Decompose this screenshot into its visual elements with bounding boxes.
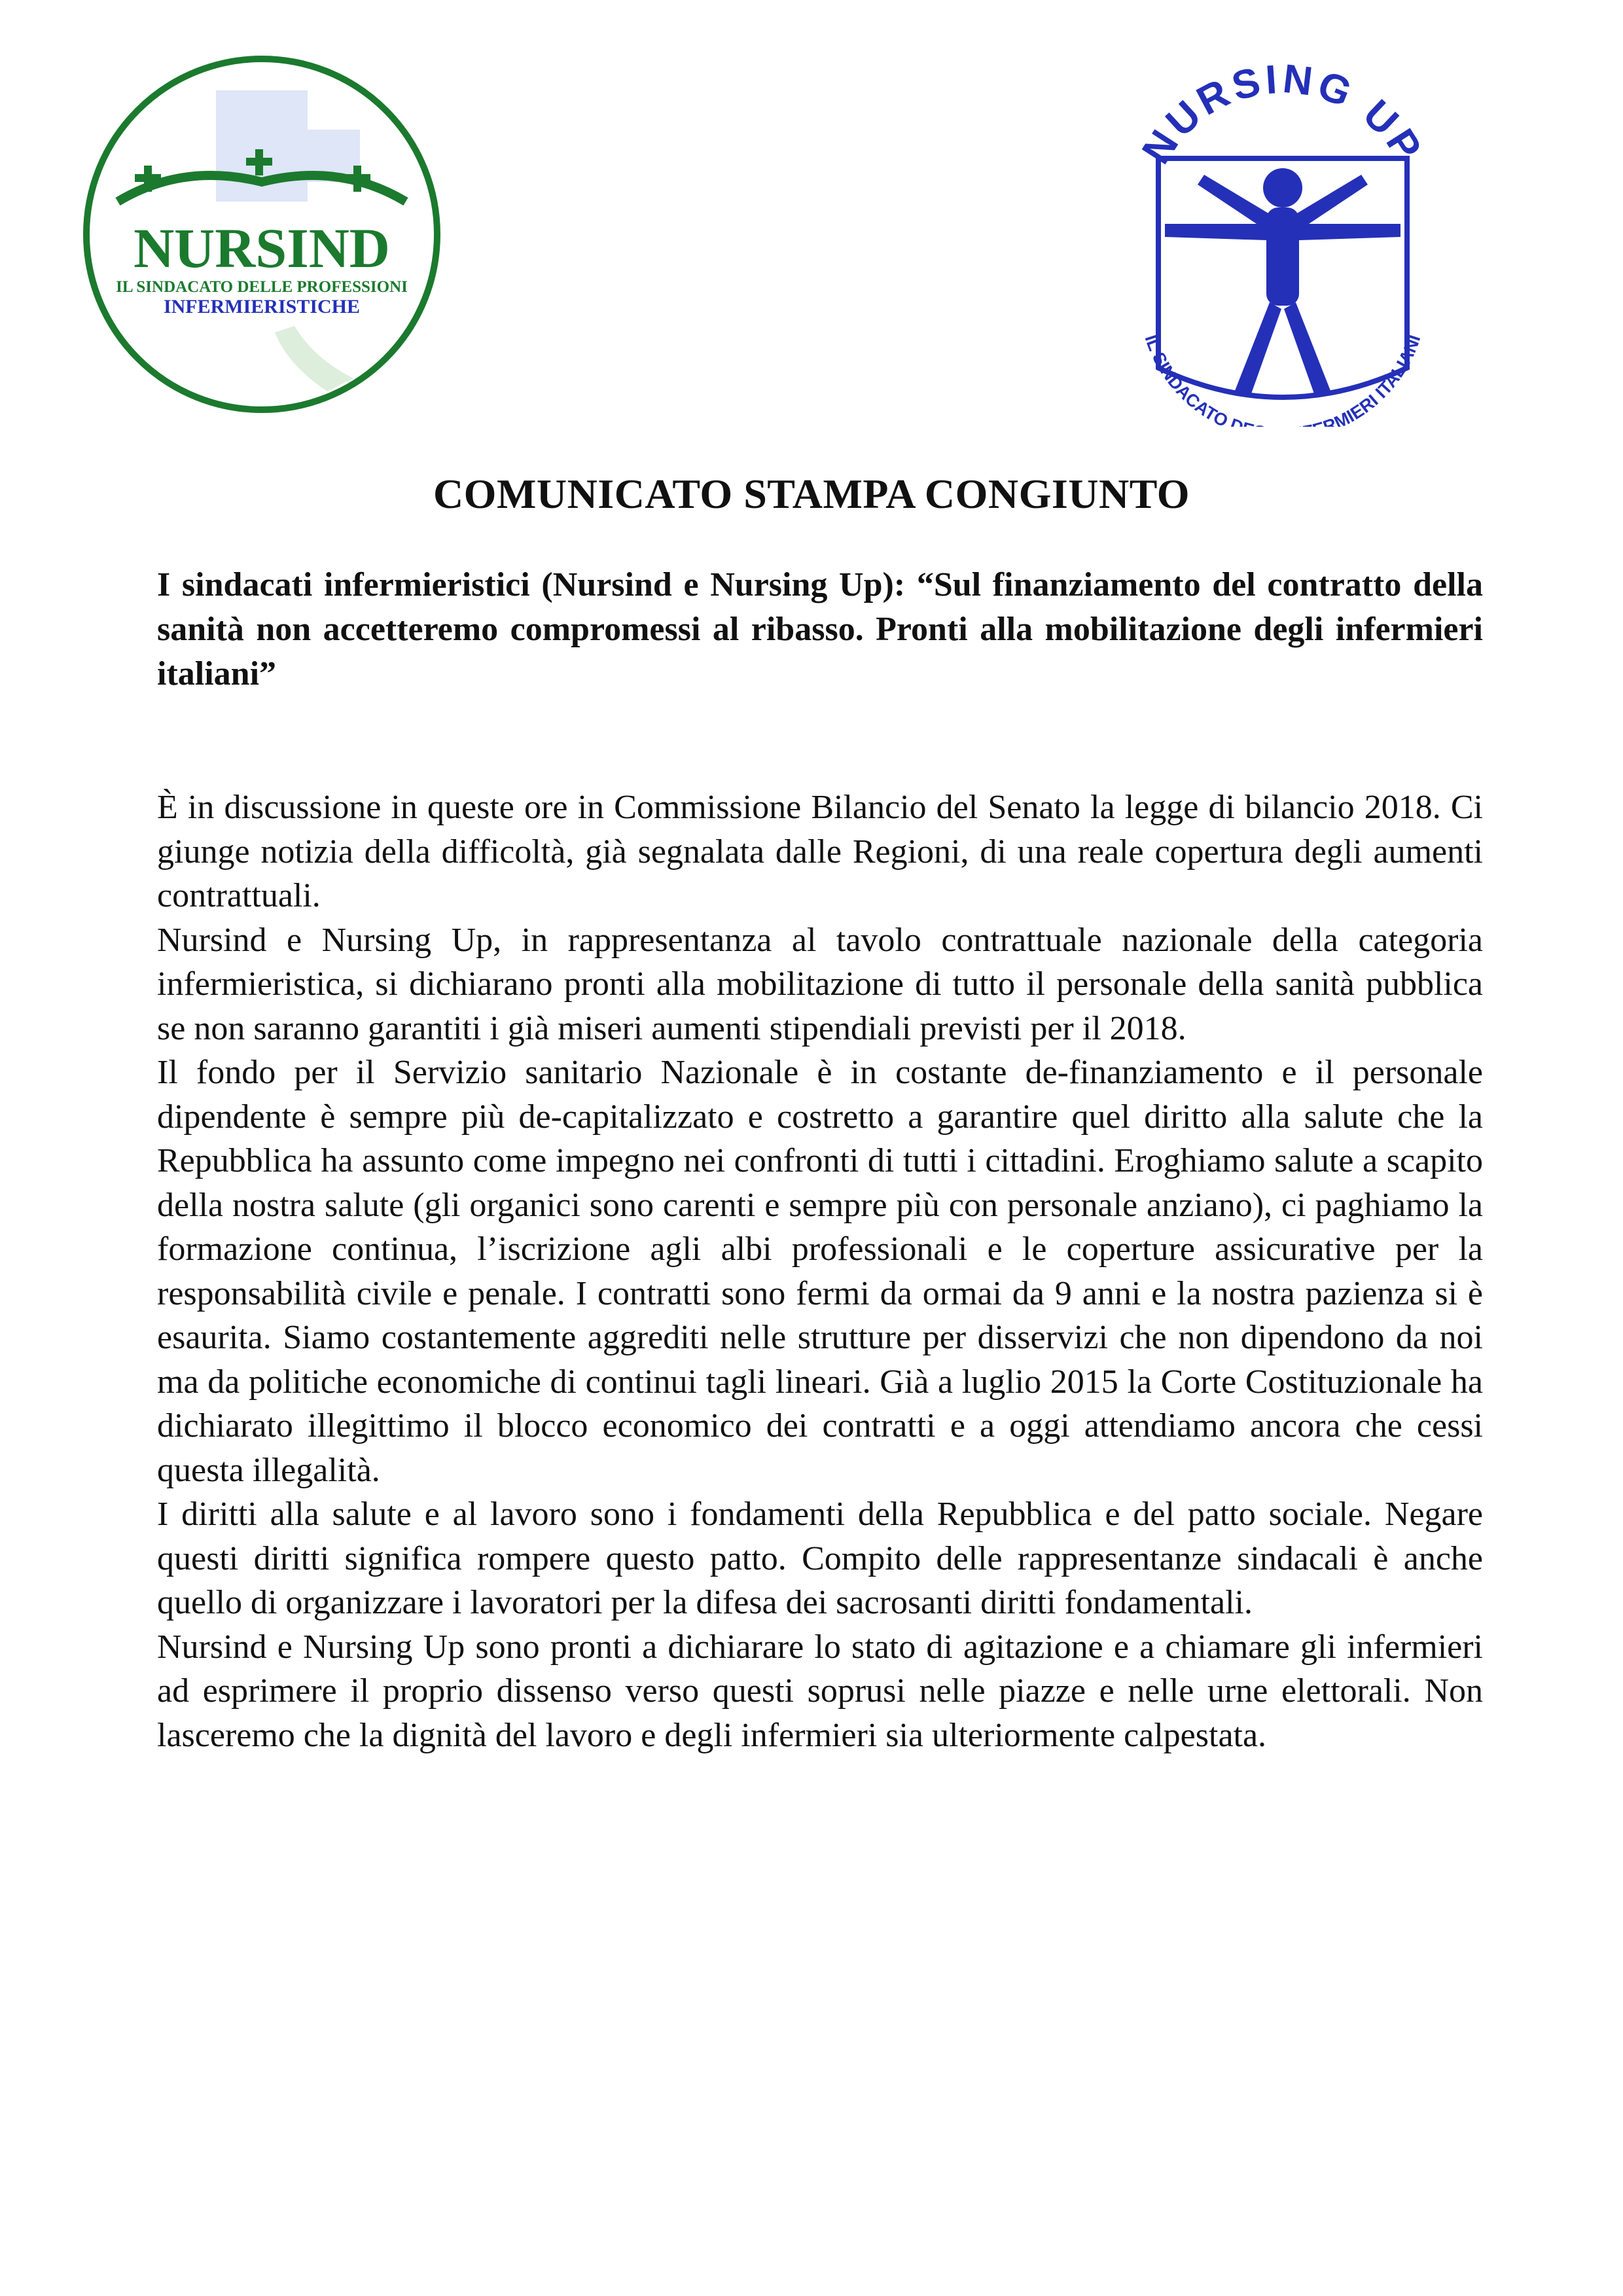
body-paragraph: È in discussione in queste ore in Commissione Bilancio del Senato la legge di bilancio 2018. Ci giunge notizia della difficoltà, già segnalata dalle Regioni, di una reale copertura degli aumenti contrattuali. bbox=[157, 789, 1483, 914]
document-title: COMUNICATO STAMPA CONGIUNTO bbox=[433, 471, 1190, 517]
nursing-up-wordmark: NURSING UP bbox=[1133, 60, 1433, 172]
body-paragraph: Nursind e Nursing Up, in rappresentanza al tavolo contrattuale nazionale della categoria infermieristica, si dichiarano pronti alla mobilitazione di tutto il personale della sanità pubblica se non saranno garantiti i già miseri aumenti stipendiali previsti per il 2018. bbox=[157, 921, 1483, 1047]
body-paragraph: Nursind e Nursing Up sono pronti a dichiarare lo stato di agitazione e a chiamare gli infermieri ad esprimere il proprio dissenso verso questi soprusi nelle piazze e nelle urne elettorali. Non lasceremo che la dignità del lavoro e degli infermieri sia ulteriormente calpestata. bbox=[157, 1628, 1483, 1754]
nursind-tagline-line2: INFERMIERISTICHE bbox=[163, 296, 361, 317]
document-subtitle: I sindacati infermieristici (Nursind e Nursing Up): “Sul finanziamento del contratto della sanità non accetteremo compromessi al ribasso. Pronti alla mobilitazione degli infermieri italiani” bbox=[157, 566, 1483, 692]
nursind-wordmark: NURSIND bbox=[134, 217, 390, 279]
body-paragraph: Il fondo per il Servizio sanitario Nazionale è in costante de-finanziamento e il personale dipendente è sempre più de-capitalizzato e costretto a garantire quel diritto alla salute che la Repubblica ha assunto come impegno nei confronti di tutti i cittadini. Eroghiamo salute a scapito della nostra salute (gli organici sono carenti e sempre più con personale anziano), ci paghiamo la formazione continua, l’iscrizione agli albi professionali e le coperture assicurative per la responsabilità civile e penale. I contratti sono fermi da ormai da 9 anni e la nostra pazienza si è esaurita. Siamo costantemente aggrediti nelle strutture per disservizi che non dipendono da noi ma da politiche economiche di continui tagli lineari. Già a luglio 2015 la Corte Costituzionale ha dichiarato illegittimo il blocco economico dei contratti e a oggi attendiamo ancora che cessi questa illegalità. bbox=[157, 1054, 1483, 1489]
nursind-logo-graphic bbox=[79, 51, 445, 418]
body-paragraph: I diritti alla salute e al lavoro sono i fondamenti della Repubblica e del patto sociale. Negare questi diritti significa rompere questo patto. Compito delle rappresentanze sindacali è anche quello di organizzare i lavoratori per la difesa dei sacrosanti diritti fondamentali. bbox=[157, 1496, 1483, 1621]
nursind-logo bbox=[79, 51, 445, 418]
document-body bbox=[157, 785, 1483, 1757]
nursind-tagline-line1: IL SINDACATO DELLE PROFESSIONI bbox=[116, 278, 408, 296]
nursing-up-tagline: IL SINDACATO D RMIERI ITALIANI bbox=[1141, 332, 1425, 427]
nursing-up-logo-graphic bbox=[1113, 60, 1453, 427]
nursing-up-logo bbox=[1113, 60, 1453, 427]
